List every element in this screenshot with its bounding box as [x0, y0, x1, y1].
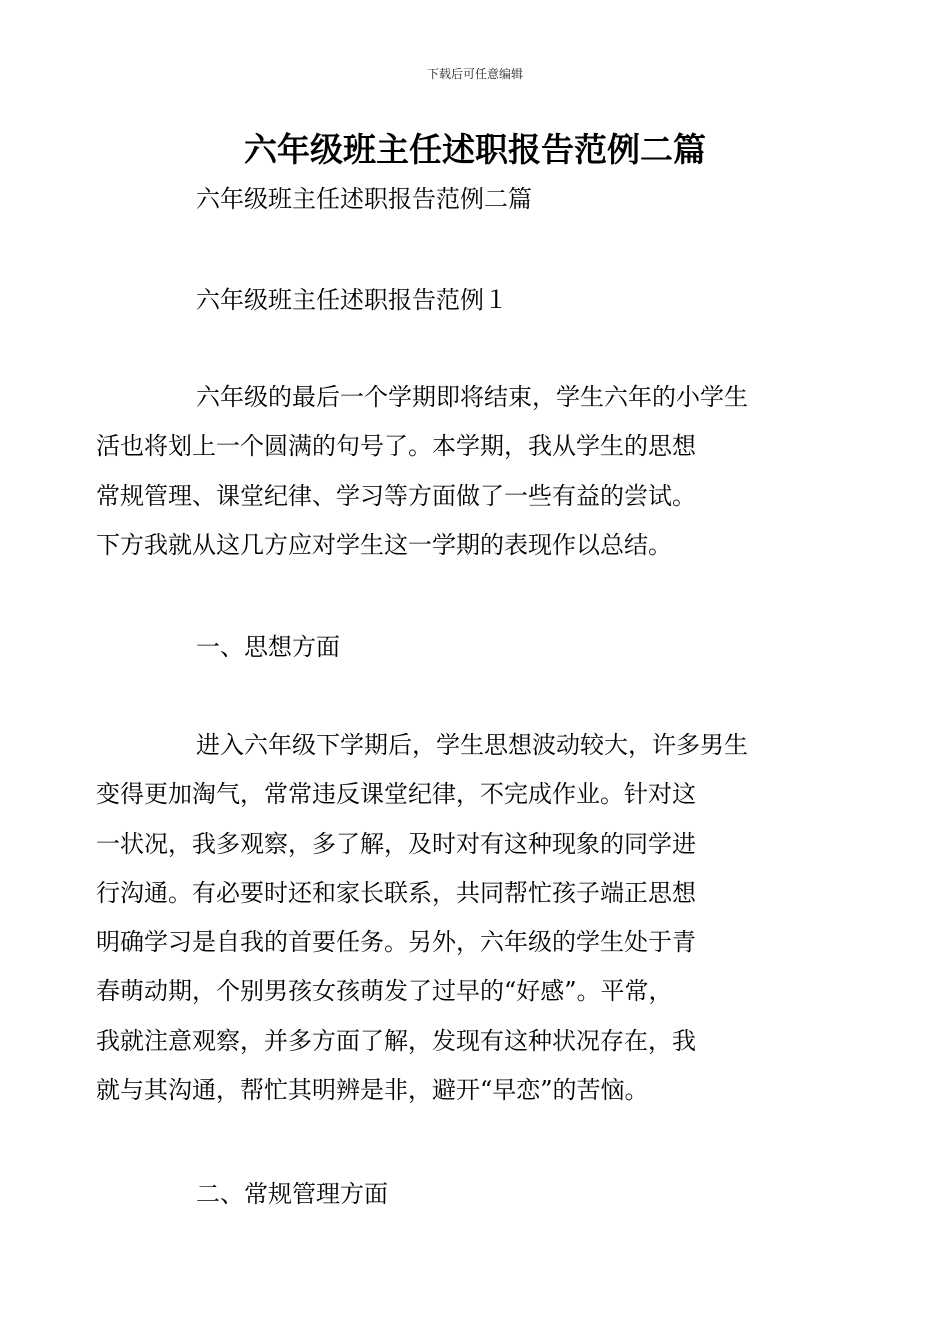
thought-paragraph [96, 721, 810, 1115]
paragraph-line: 变得更加淘气，常常违反课堂纪律，不完成作业。针对这 [96, 780, 696, 809]
paragraph-line: 常规管理、课堂纪律、学习等方面做了一些有益的尝试。 [96, 481, 696, 510]
heading-thought: 一、思想方面 [196, 633, 340, 661]
section-heading-example-1: 六年级班主任述职报告范例１ [196, 286, 508, 314]
paragraph-line: 活也将划上一个圆满的句号了。本学期，我从学生的思想 [96, 432, 696, 461]
paragraph-line: 下方我就从这几方应对学生这一学期的表现作以总结。 [96, 530, 672, 559]
paragraph-line: 就与其沟通，帮忙其明辨是非，避开“早恋”的苦恼。 [96, 1076, 649, 1105]
paragraph-line: 一状况，我多观察，多了解，及时对有这种现象的同学进 [96, 829, 696, 858]
paragraph-line: 六年级的最后一个学期即将结束，学生六年的小学生 [196, 383, 748, 411]
paragraph-line: 春萌动期，个别男孩女孩萌发了过早的“好感”。平常， [96, 977, 673, 1006]
paragraph-line: 我就注意观察，并多方面了解，发现有这种状况存在，我 [96, 1026, 696, 1055]
subtitle: 六年级班主任述职报告范例二篇 [196, 185, 532, 213]
intro-paragraph [96, 373, 810, 570]
header-note: 下载后可任意编辑 [426, 67, 523, 81]
paragraph-line: 进入六年级下学期后，学生思想波动较大，许多男生 [196, 731, 748, 759]
paragraph-line: 行沟通。有必要时还和家长联系，共同帮忙孩子端正思想 [96, 878, 696, 907]
document-title: 六年级班主任述职报告范例二篇 [244, 130, 706, 169]
paragraph-line: 明确学习是自我的首要任务。另外，六年级的学生处于青 [96, 928, 696, 957]
heading-routine-management: 二、常规管理方面 [196, 1180, 388, 1208]
